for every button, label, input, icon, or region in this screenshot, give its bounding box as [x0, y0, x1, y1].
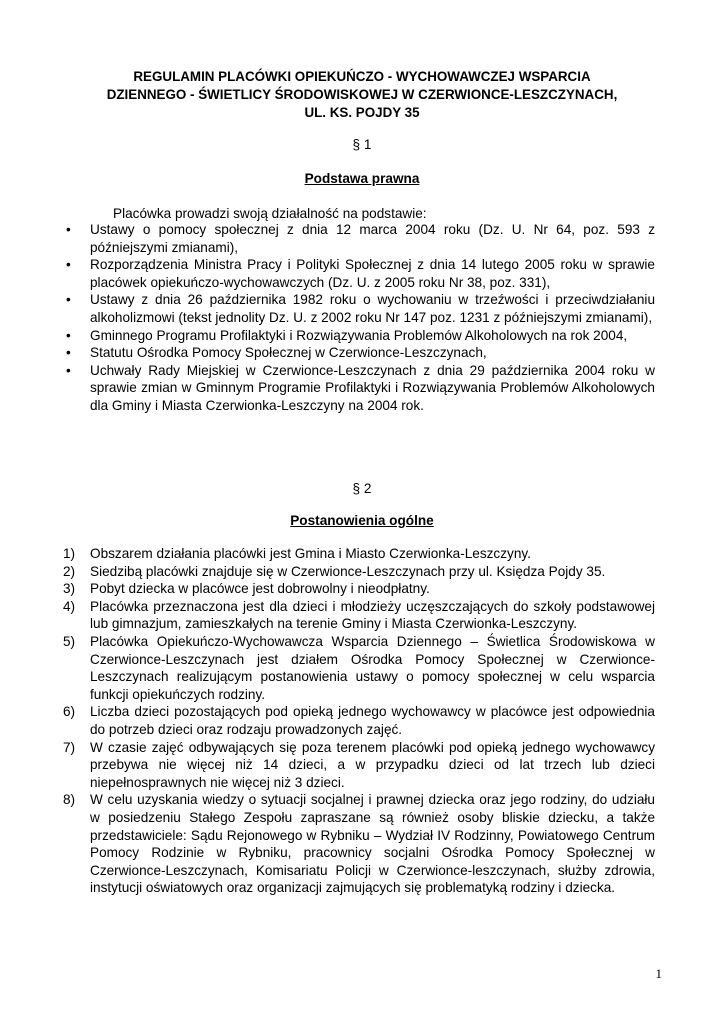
list-item — [63, 633, 655, 703]
list-item-text: W czasie zajęć odbywających się poza terenem placówki pod opieką jednego wychowawcy przebywa nie więcej niż 14 dzieci, a w przypadku dzieci od lat trzech lub dzieci niepełnosprawnych nie więcej niż 3 dzieci. — [90, 739, 655, 790]
list-item — [63, 256, 655, 291]
section-1-intro: Placówka prowadzi swoją działalność na podstawie: — [113, 206, 427, 221]
list-item — [63, 344, 655, 362]
list-item-text: Ustawy o pomocy społecznej z dnia 12 marca 2004 roku (Dz. U. Nr 64, poz. 593 z późniejszymi zmianami), — [90, 222, 655, 255]
list-item-number: 7) — [63, 739, 76, 755]
list-item-text: W celu uzyskania wiedzy o sytuacji socjalnej i prawnej dziecka oraz jego rodziny, do udziału w posiedzeniu Stałego Zespołu zapraszane są również osoby bliskie dziecku, a także przedstawiciele: Sądu Rejonowego w Rybniku – Wydział IV Rodzinny, Powiatowego Centrum Pomocy Rodzinie w Rybniku, pracownicy socjalni Ośrodka Pomocy Społecznej w Czerwionce-Leszczynach, Komisariatu Policji w Czerwionce-leszczynach, służby zdrowia, instytucji oświatowych oraz organizacji zajmujących się problematyką rodziny i dziecka. — [90, 792, 655, 896]
legal-basis-list — [63, 221, 655, 415]
list-item-text: Rozporządzenia Ministra Pracy i Polityki Społecznej z dnia 14 lutego 2005 roku w sprawie placówek opiekuńczo-wychowawczych (Dz. U. z 2005 roku Nr 38, poz. 331), — [90, 257, 655, 290]
bullet-icon: • — [66, 327, 71, 343]
list-item — [63, 739, 655, 792]
list-item-text: Placówka Opiekuńczo-Wychowawcza Wsparcia Dziennego – Świetlica Środowiskowa w Czerwionce-Leszczynach jest działem Ośrodka Pomocy Społecznej w Czerwionce-Leszczynach realizującym postanowienia ustawy o pomocy społecznej w celu wsparcia funkcji opiekuńczych rodziny. — [90, 633, 655, 702]
list-item-number: 1) — [63, 546, 76, 561]
title-line-2: DZIENNEGO - ŚWIETLICY ŚRODOWISKOWEJ W CZERWIONCE-LESZCZYNACH, — [106, 87, 618, 102]
list-item — [63, 221, 655, 256]
list-item — [63, 580, 655, 598]
section-1-heading: Podstawa prawna — [304, 171, 420, 186]
section-1-mark: § 1 — [352, 137, 372, 152]
list-item — [63, 362, 655, 415]
list-item — [63, 598, 655, 633]
title-line-1: REGULAMIN PLACÓWKI OPIEKUŃCZO - WYCHOWAWCZEJ WSPARCIA — [133, 69, 591, 84]
list-item — [63, 545, 655, 563]
bullet-icon: • — [66, 362, 71, 378]
bullet-icon: • — [66, 292, 71, 308]
list-item-text: Uchwały Rady Miejskiej w Czerwionce-Leszczynach z dnia 29 października 2004 roku w sprawie zmian w Gminnym Programie Profilaktyki i Rozwiązywania Problemów Alkoholowych dla Gminy i Miasta Czerwionka-Leszczyny na 2004 rok. — [90, 362, 655, 413]
document-title — [60, 68, 664, 122]
list-item — [63, 791, 655, 897]
list-item-number: 5) — [63, 633, 76, 649]
list-item-text: Gminnego Programu Profilaktyki i Rozwiązywania Problemów Alkoholowych na rok 2004, — [90, 327, 628, 343]
list-item-text: Siedzibą placówki znajduje się w Czerwionce-Leszczynach przy ul. Księdza Pojdy 35. — [90, 563, 606, 579]
section-2-heading: Postanowienia ogólne — [290, 513, 434, 528]
list-item — [63, 563, 655, 581]
list-item-number: 2) — [63, 563, 76, 579]
list-item-number: 8) — [63, 792, 76, 808]
list-item-text: Ustawy z dnia 26 października 1982 roku o wychowaniu w trzeźwości i przeciwdziałaniu alkoholizmowi (tekst jednolity Dz. U. z 2002 roku Nr 147 poz. 1231 z późniejszymi zmianami), — [90, 292, 655, 325]
list-item-text: Liczba dzieci pozostających pod opieką jednego wychowawcy w placówce jest odpowiednia do potrzeb dzieci oraz rodzaju prowadzonych zajęć. — [90, 704, 655, 737]
general-provisions-list — [63, 545, 655, 897]
list-item-text: Placówka przeznaczona jest dla dzieci i młodzieży uczęszczających do szkoły podstawowej lub gimnazjum, zamieszkałych na terenie Gminy i Miasta Czerwionka-Leszczyny. — [90, 598, 655, 632]
list-item — [63, 327, 655, 345]
list-item — [63, 703, 655, 738]
page-number: 1 — [655, 966, 662, 981]
bullet-icon: • — [66, 345, 71, 361]
list-item-number: 6) — [63, 704, 76, 720]
list-item-text: Obszarem działania placówki jest Gmina i Miasto Czerwionka-Leszczyny. — [90, 546, 531, 561]
list-item-number: 4) — [63, 598, 76, 614]
bullet-icon: • — [66, 257, 71, 273]
list-item-text: Pobyt dziecka w placówce jest dobrowolny i nieodpłatny. — [90, 581, 430, 597]
section-2-mark: § 2 — [352, 481, 372, 496]
bullet-icon: • — [66, 222, 71, 237]
list-item-number: 3) — [63, 581, 76, 597]
list-item-text: Statutu Ośrodka Pomocy Społecznej w Czerwionce-Leszczynach, — [90, 345, 487, 361]
list-item — [63, 291, 655, 326]
title-line-3: UL. KS. POJDY 35 — [304, 105, 420, 120]
